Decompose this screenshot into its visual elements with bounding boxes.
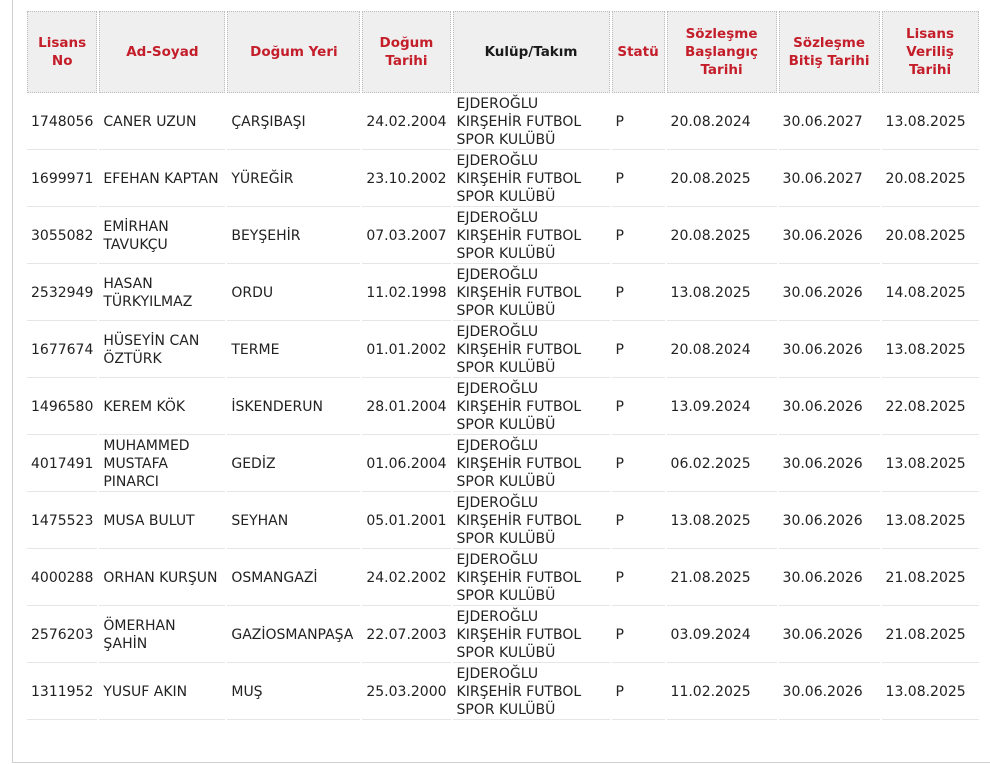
cell-contract-start: 20.08.2025 <box>667 152 777 207</box>
cell-birthplace: İSKENDERUN <box>227 380 360 435</box>
header-lisans-verilis[interactable]: Lisans Veriliş Tarihi <box>882 11 979 93</box>
table-row <box>27 152 979 207</box>
table-row <box>27 608 979 663</box>
cell-status: P <box>612 323 665 378</box>
cell-contract-start: 13.08.2025 <box>667 266 777 321</box>
cell-birthplace: BEYŞEHİR <box>227 209 360 264</box>
cell-license-issued: 20.08.2025 <box>882 209 979 264</box>
cell-birthplace: ÇARŞIBAŞI <box>227 95 360 150</box>
club-link[interactable]: EJDEROĞLU KIRŞEHİR FUTBOL SPOR KULÜBÜ <box>453 665 610 720</box>
cell-status: P <box>612 209 665 264</box>
header-ad-soyad[interactable]: Ad-Soyad <box>99 11 225 93</box>
cell-contract-start: 13.08.2025 <box>667 494 777 549</box>
player-name-link[interactable]: HASAN TÜRKYILMAZ <box>99 266 225 321</box>
cell-lisans-no: 4000288 <box>27 551 97 606</box>
table-row <box>27 323 979 378</box>
player-name-link[interactable]: YUSUF AKIN <box>99 665 225 720</box>
cell-lisans-no: 1496580 <box>27 380 97 435</box>
cell-contract-start: 11.02.2025 <box>667 665 777 720</box>
cell-status: P <box>612 380 665 435</box>
cell-birthdate: 25.03.2000 <box>362 665 450 720</box>
player-name-link[interactable]: ORHAN KURŞUN <box>99 551 225 606</box>
cell-birthplace: YÜREĞİR <box>227 152 360 207</box>
cell-contract-end: 30.06.2026 <box>779 323 880 378</box>
cell-birthdate: 24.02.2002 <box>362 551 450 606</box>
table-row <box>27 380 979 435</box>
cell-contract-start: 03.09.2024 <box>667 608 777 663</box>
cell-license-issued: 14.08.2025 <box>882 266 979 321</box>
cell-birthplace: ORDU <box>227 266 360 321</box>
cell-contract-end: 30.06.2027 <box>779 152 880 207</box>
cell-birthdate: 05.01.2001 <box>362 494 450 549</box>
cell-contract-end: 30.06.2027 <box>779 95 880 150</box>
cell-lisans-no: 1748056 <box>27 95 97 150</box>
table-row <box>27 95 979 150</box>
header-sozlesme-baslangic[interactable]: Sözleşme Başlangıç Tarihi <box>667 11 777 93</box>
club-link[interactable]: EJDEROĞLU KIRŞEHİR FUTBOL SPOR KULÜBÜ <box>453 323 610 378</box>
cell-contract-start: 20.08.2024 <box>667 95 777 150</box>
cell-lisans-no: 1311952 <box>27 665 97 720</box>
cell-license-issued: 20.08.2025 <box>882 152 979 207</box>
table-header-row <box>27 11 979 93</box>
cell-contract-start: 20.08.2024 <box>667 323 777 378</box>
club-link[interactable]: EJDEROĞLU KIRŞEHİR FUTBOL SPOR KULÜBÜ <box>453 152 610 207</box>
club-link[interactable]: EJDEROĞLU KIRŞEHİR FUTBOL SPOR KULÜBÜ <box>453 437 610 492</box>
cell-birthdate: 24.02.2004 <box>362 95 450 150</box>
cell-status: P <box>612 266 665 321</box>
header-lisans-no[interactable]: Lisans No <box>27 11 97 93</box>
cell-lisans-no: 1677674 <box>27 323 97 378</box>
cell-lisans-no: 1699971 <box>27 152 97 207</box>
cell-status: P <box>612 551 665 606</box>
club-link[interactable]: EJDEROĞLU KIRŞEHİR FUTBOL SPOR KULÜBÜ <box>453 608 610 663</box>
club-link[interactable]: EJDEROĞLU KIRŞEHİR FUTBOL SPOR KULÜBÜ <box>453 266 610 321</box>
header-sozlesme-bitis[interactable]: Sözleşme Bitiş Tarihi <box>779 11 880 93</box>
cell-birthplace: GEDİZ <box>227 437 360 492</box>
cell-status: P <box>612 494 665 549</box>
cell-contract-start: 21.08.2025 <box>667 551 777 606</box>
cell-status: P <box>612 95 665 150</box>
cell-license-issued: 13.08.2025 <box>882 323 979 378</box>
header-dogum-tarihi[interactable]: Doğum Tarihi <box>362 11 450 93</box>
cell-contract-end: 30.06.2026 <box>779 437 880 492</box>
table-row <box>27 266 979 321</box>
table-row <box>27 551 979 606</box>
club-link[interactable]: EJDEROĞLU KIRŞEHİR FUTBOL SPOR KULÜBÜ <box>453 494 610 549</box>
cell-license-issued: 13.08.2025 <box>882 437 979 492</box>
cell-birthplace: SEYHAN <box>227 494 360 549</box>
player-name-link[interactable]: HÜSEYİN CAN ÖZTÜRK <box>99 323 225 378</box>
player-name-link[interactable]: EFEHAN KAPTAN <box>99 152 225 207</box>
cell-lisans-no: 2532949 <box>27 266 97 321</box>
cell-status: P <box>612 665 665 720</box>
cell-birthdate: 28.01.2004 <box>362 380 450 435</box>
cell-birthplace: OSMANGAZİ <box>227 551 360 606</box>
cell-contract-end: 30.06.2026 <box>779 380 880 435</box>
cell-lisans-no: 4017491 <box>27 437 97 492</box>
cell-lisans-no: 2576203 <box>27 608 97 663</box>
player-name-link[interactable]: MUHAMMED MUSTAFA PINARCI <box>99 437 225 492</box>
cell-license-issued: 13.08.2025 <box>882 494 979 549</box>
cell-license-issued: 22.08.2025 <box>882 380 979 435</box>
header-dogum-yeri[interactable]: Doğum Yeri <box>227 11 360 93</box>
cell-birthplace: TERME <box>227 323 360 378</box>
player-name-link[interactable]: MUSA BULUT <box>99 494 225 549</box>
club-link[interactable]: EJDEROĞLU KIRŞEHİR FUTBOL SPOR KULÜBÜ <box>453 209 610 264</box>
cell-lisans-no: 3055082 <box>27 209 97 264</box>
cell-contract-end: 30.06.2026 <box>779 494 880 549</box>
table-row <box>27 437 979 492</box>
cell-birthdate: 11.02.1998 <box>362 266 450 321</box>
header-kulup-takim: Kulüp/Takım <box>453 11 610 93</box>
cell-contract-end: 30.06.2026 <box>779 608 880 663</box>
cell-contract-start: 06.02.2025 <box>667 437 777 492</box>
table-row <box>27 209 979 264</box>
cell-license-issued: 13.08.2025 <box>882 95 979 150</box>
player-name-link[interactable]: ÖMERHAN ŞAHİN <box>99 608 225 663</box>
cell-contract-end: 30.06.2026 <box>779 551 880 606</box>
cell-status: P <box>612 152 665 207</box>
cell-license-issued: 21.08.2025 <box>882 551 979 606</box>
header-statu[interactable]: Statü <box>612 11 665 93</box>
cell-birthplace: GAZİOSMANPAŞA <box>227 608 360 663</box>
table-row <box>27 494 979 549</box>
cell-contract-end: 30.06.2026 <box>779 665 880 720</box>
cell-contract-start: 13.09.2024 <box>667 380 777 435</box>
cell-contract-end: 30.06.2026 <box>779 266 880 321</box>
cell-birthdate: 23.10.2002 <box>362 152 450 207</box>
cell-birthdate: 22.07.2003 <box>362 608 450 663</box>
cell-birthdate: 07.03.2007 <box>362 209 450 264</box>
player-name-link[interactable]: KEREM KÖK <box>99 380 225 435</box>
player-name-link[interactable]: CANER UZUN <box>99 95 225 150</box>
players-table <box>25 9 981 722</box>
club-link[interactable]: EJDEROĞLU KIRŞEHİR FUTBOL SPOR KULÜBÜ <box>453 551 610 606</box>
cell-birthdate: 01.01.2002 <box>362 323 450 378</box>
cell-license-issued: 13.08.2025 <box>882 665 979 720</box>
cell-contract-start: 20.08.2025 <box>667 209 777 264</box>
club-link[interactable]: EJDEROĞLU KIRŞEHİR FUTBOL SPOR KULÜBÜ <box>453 380 610 435</box>
cell-birthplace: MUŞ <box>227 665 360 720</box>
cell-status: P <box>612 608 665 663</box>
cell-contract-end: 30.06.2026 <box>779 209 880 264</box>
player-name-link[interactable]: EMİRHAN TAVUKÇU <box>99 209 225 264</box>
cell-status: P <box>612 437 665 492</box>
club-link[interactable]: EJDEROĞLU KIRŞEHİR FUTBOL SPOR KULÜBÜ <box>453 95 610 150</box>
cell-birthdate: 01.06.2004 <box>362 437 450 492</box>
cell-license-issued: 21.08.2025 <box>882 608 979 663</box>
cell-lisans-no: 1475523 <box>27 494 97 549</box>
table-row <box>27 665 979 720</box>
